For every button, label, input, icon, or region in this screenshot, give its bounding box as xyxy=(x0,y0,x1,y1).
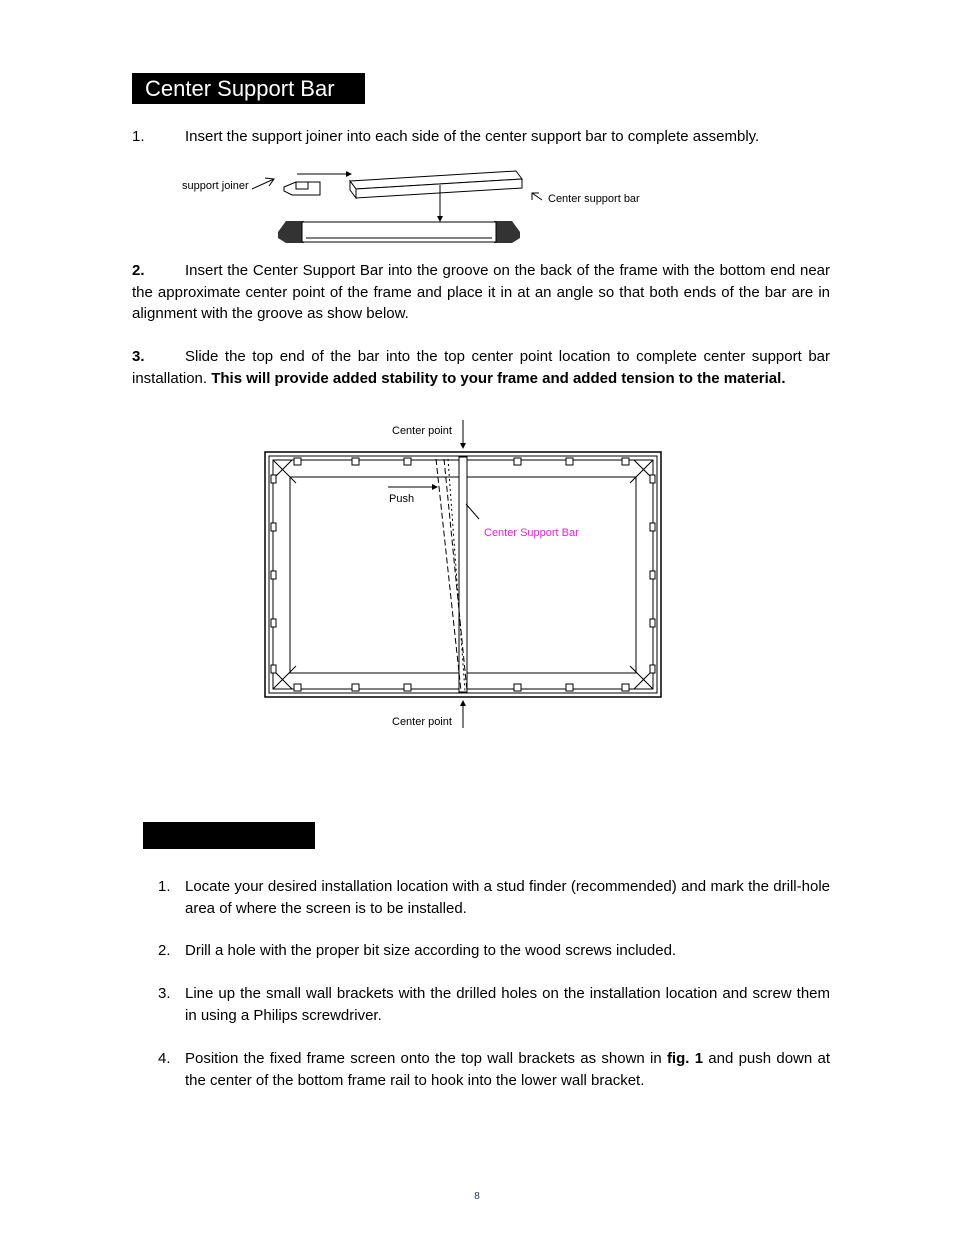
push-label: Push xyxy=(389,493,415,505)
frame-diagram xyxy=(260,415,670,735)
install-step-4 xyxy=(158,1048,830,1091)
step-2 xyxy=(132,260,830,325)
step-3-text: Slide the top end of the bar into the top center point location to complete center support bar installation. xyxy=(132,348,830,387)
install-step-3 xyxy=(158,983,830,1026)
page-number: 8 xyxy=(474,1191,480,1202)
center-support-bar-label-pink: Center Support Bar xyxy=(484,527,579,539)
install-step-1 xyxy=(158,876,830,919)
install-step-3-text: Line up the small wall brackets with the drilled holes on the installation location and screw them in using a Philips screwdriver. xyxy=(185,985,830,1024)
step-2-number: 2. xyxy=(132,262,145,279)
install-step-4-number: 4. xyxy=(158,1050,171,1067)
install-step-4-text-after: and push down at the center of the bottom frame rail to hook into the lower wall bracket. xyxy=(185,1050,830,1089)
assembled-support-bar xyxy=(278,221,520,243)
step-1-number: 1. xyxy=(132,128,145,145)
section-heading: Center Support Bar xyxy=(132,73,365,104)
install-step-4-text xyxy=(185,1048,830,1091)
install-step-3-number: 3. xyxy=(158,985,171,1002)
section-heading-bar xyxy=(143,822,315,849)
install-step-1-number: 1. xyxy=(158,878,171,895)
support-joiner-label: support joiner xyxy=(182,180,249,192)
step-1 xyxy=(132,126,830,148)
install-step-2-number: 2. xyxy=(158,942,171,959)
step-3 xyxy=(132,346,830,389)
center-point-bottom-label: Center point xyxy=(392,716,452,728)
install-step-2 xyxy=(158,940,830,962)
step-1-text: Insert the support joiner into each side of the center support bar to complete assembly. xyxy=(185,128,760,145)
step-2-text: Insert the Center Support Bar into the groove on the back of the frame with the bottom end near the approximate center point of the frame and place it in at an angle so that both ends of the bar are in alignment with the groove as show below. xyxy=(132,262,830,322)
step-3-bold-text: This will provide added stability to your frame and added tension to the material. xyxy=(211,369,786,387)
support-joiner-diagram xyxy=(170,160,650,250)
center-point-top-label: Center point xyxy=(392,425,452,437)
install-step-1-text: Locate your desired installation location with a stud finder (recommended) and mark the drill-hole area of where the screen is to be installed. xyxy=(185,878,830,917)
support-joiner-piece xyxy=(284,182,320,195)
center-support-bar-label: Center support bar xyxy=(548,193,640,205)
center-support-bar xyxy=(459,457,467,692)
step-3-number: 3. xyxy=(132,348,145,365)
install-step-4-text-before: Position the fixed frame screen onto the top wall brackets as shown in xyxy=(185,1050,667,1067)
install-step-2-text: Drill a hole with the proper bit size according to the wood screws included. xyxy=(185,942,677,959)
fig-1-reference: fig. 1 xyxy=(666,1050,704,1067)
center-support-bar-box xyxy=(350,171,522,198)
